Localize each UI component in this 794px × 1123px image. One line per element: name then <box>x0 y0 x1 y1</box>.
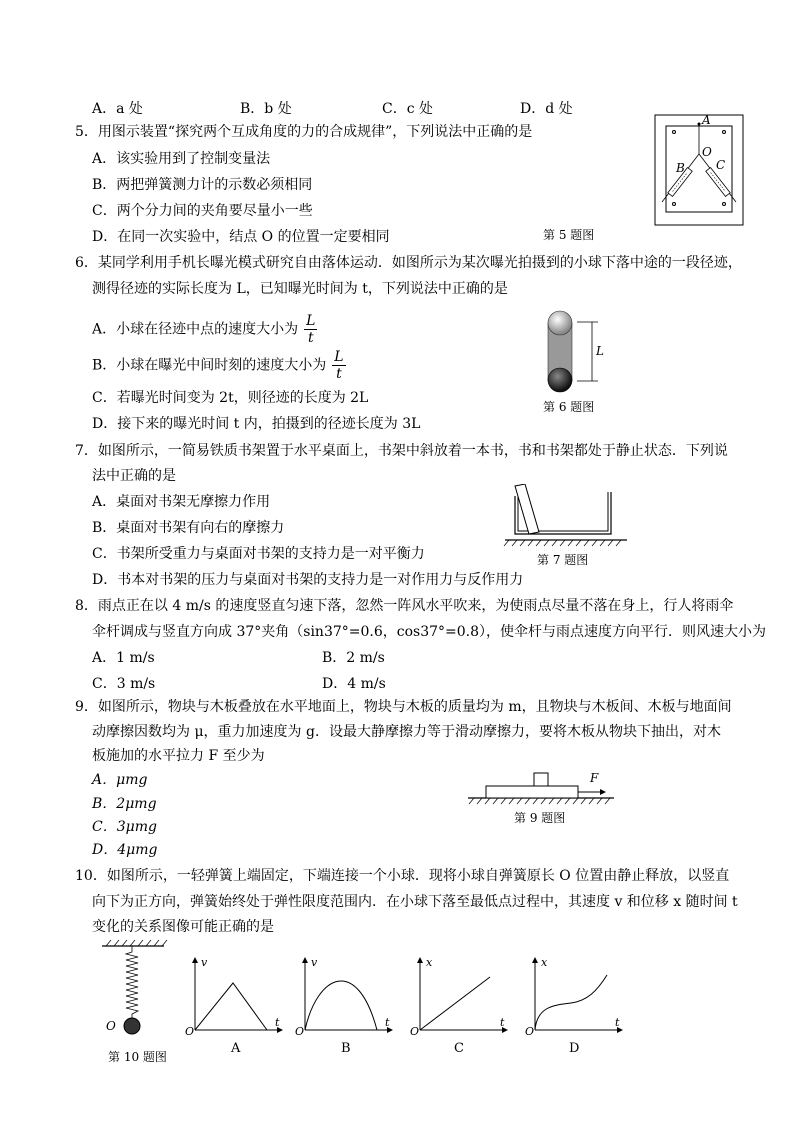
q10-graph-c-letter: C <box>454 1041 464 1056</box>
q5-label-o: O <box>702 145 712 159</box>
q6-option-a-fraction: $\frac{L}{t}$ <box>306 313 316 346</box>
q10-graph-b <box>295 955 395 1035</box>
q9-stem-line3: 板施加的水平拉力 F 至少为 <box>92 748 265 764</box>
q10-graph-d-xlabel: t <box>615 1016 620 1029</box>
q7-stem-line1: 7．如图所示，一简易铁质书架置于水平桌面上，书架中斜放着一本书，书和书架都处于静止状态．下列说 <box>75 443 728 459</box>
q6-stem-line2: 测得径迹的实际长度为 L，已知曝光时间为 t，下列说法中正确的是 <box>92 281 508 297</box>
q6-stem-line1: 6．某同学利用手机长曝光模式研究自由落体运动．如图所示为某次曝光拍摄到的小球下落中途的一段径迹， <box>75 255 742 271</box>
q6-option-d: D．接下来的曝光时间 t 内，拍摄到的径迹长度为 3L <box>92 416 421 432</box>
q5-caption: 第 5 题图 <box>543 228 595 242</box>
q10-graph-d-origin: O <box>525 1025 535 1035</box>
q10-graph-a-letter: A <box>231 1041 241 1056</box>
q7-stem-line2: 法中正确的是 <box>92 468 176 484</box>
q9-label-f: F <box>590 771 599 785</box>
q8-option-b: B．2 m/s <box>322 650 385 666</box>
q10-stem-line3: 变化的关系图像可能正确的是 <box>92 919 274 935</box>
q10-graph-c-xlabel: t <box>500 1016 505 1029</box>
q4-option-d: D．d 处 <box>520 101 573 117</box>
q6-option-b <box>92 349 346 382</box>
q9-option-c: C．3μmg <box>92 819 157 835</box>
q9-stem-line1: 9．如图所示，物块与木板叠放在水平地面上，物块与木板的质量均为 m，且物块与木板间、木板与地面间 <box>75 699 732 715</box>
q5-label-c: C <box>716 158 726 172</box>
q8-option-a: A．1 m/s <box>92 650 155 666</box>
q7-figure <box>503 484 629 550</box>
q6-option-b-fraction: $\frac{L}{t}$ <box>334 349 344 382</box>
q5-option-d: D．在同一次实验中，结点 O 的位置一定要相同 <box>92 229 390 245</box>
q10-graph-b-letter: B <box>341 1041 351 1056</box>
q10-graph-c-ylabel: x <box>426 956 433 969</box>
q4-option-c: C．c 处 <box>382 101 434 117</box>
q10-graph-c-origin: O <box>410 1025 420 1035</box>
q7-option-d: D．书本对书架的压力与桌面对书架的支持力是一对作用力与反作用力 <box>92 572 524 588</box>
q10-graph-a-origin: O <box>185 1025 195 1035</box>
q10-graph-a <box>185 955 285 1035</box>
q4-option-a: A．a 处 <box>92 101 143 117</box>
q4-option-b: B．b 处 <box>240 101 292 117</box>
q10-stem-line1: 10．如图所示，一轻弹簧上端固定，下端连接一个小球．现将小球自弹簧原长 O 位置由静止释放，以竖直 <box>75 868 730 884</box>
q5-label-b: B <box>676 161 685 175</box>
q6-figure <box>540 305 610 397</box>
q6-option-c: C．若曝光时间变为 2t，则径迹的长度为 2L <box>92 390 369 406</box>
q10-caption: 第 10 题图 <box>108 1050 167 1064</box>
q8-stem-line1: 8．雨点正在以 4 m/s 的速度竖直匀速下落，忽然一阵风水平吹来，为使雨点尽量不落在身上，行人将雨伞 <box>75 598 734 614</box>
q6-label-l: L <box>596 344 604 358</box>
q8-option-c: C．3 m/s <box>92 676 156 692</box>
q8-option-d: D．4 m/s <box>322 676 386 692</box>
q10-graph-b-origin: O <box>295 1025 305 1035</box>
q5-stem: 5．用图示装置“探究两个互成角度的力的合成规律”，下列说法中正确的是 <box>75 124 533 140</box>
q10-graph-b-xlabel: t <box>385 1016 390 1029</box>
q9-stem-line2: 动摩擦因数均为 μ，重力加速度为 g．设最大静摩擦力等于滑动摩擦力，要将木板从物块下抽出，对木 <box>92 724 721 740</box>
q8-stem-line2: 伞杆调成与竖直方向成 37°夹角（sin37°=0.6，cos37°=0.8），使伞杆与雨点速度方向平行．则风速大小为 <box>92 624 767 640</box>
q10-graph-d-letter: D <box>569 1041 580 1056</box>
q10-graph-c <box>410 955 510 1035</box>
q5-option-c: C．两个分力间的夹角要尽量小一些 <box>92 203 313 219</box>
q10-label-o: O <box>106 1019 116 1033</box>
q9-figure <box>466 768 616 808</box>
q9-option-b: B．2μmg <box>92 796 157 812</box>
q10-stem-line2: 向下为正方向，弹簧始终处于弹性限度范围内．在小球下落至最低点过程中，其速度 v 和位移 x 随时间 t <box>92 894 738 910</box>
q9-caption: 第 9 题图 <box>514 811 566 825</box>
q10-graph-d-ylabel: x <box>541 956 548 969</box>
q7-option-b: B．桌面对书架有向右的摩擦力 <box>92 520 285 536</box>
q5-option-b: B．两把弹簧测力计的示数必须相同 <box>92 177 313 193</box>
q9-option-d: D．4μmg <box>92 842 158 858</box>
q6-option-a-text: A．小球在径迹中点的速度大小为 <box>92 321 299 338</box>
q9-option-a: A．μmg <box>92 772 148 788</box>
q10-graph-d <box>525 955 625 1035</box>
q6-caption: 第 6 题图 <box>543 400 595 414</box>
q6-option-b-text: B．小球在曝光中间时刻的速度大小为 <box>92 357 327 374</box>
q7-caption: 第 7 题图 <box>537 553 589 567</box>
q6-option-a <box>92 313 317 346</box>
q10-graph-b-ylabel: v <box>311 956 318 969</box>
q10-graph-a-xlabel: t <box>275 1016 280 1029</box>
q5-option-a: A．该实验用到了控制变量法 <box>92 151 271 167</box>
q7-option-c: C．书架所受重力与桌面对书架的支持力是一对平衡力 <box>92 546 425 562</box>
q5-label-a: A <box>702 114 711 127</box>
q10-graph-a-ylabel: v <box>201 956 208 969</box>
q7-option-a: A．桌面对书架无摩擦力作用 <box>92 494 271 510</box>
q10-spring-figure <box>98 940 170 1040</box>
q5-figure <box>654 114 744 226</box>
